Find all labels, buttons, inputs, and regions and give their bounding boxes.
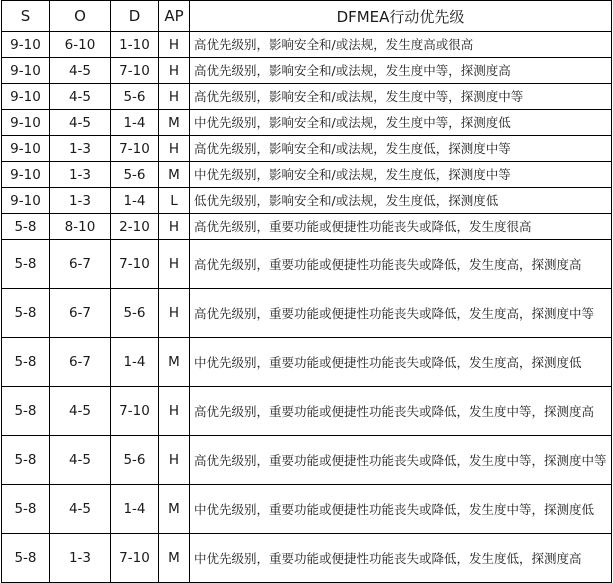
table-row (2, 214, 612, 240)
table-row (2, 485, 612, 534)
cell-ap: H (159, 289, 190, 338)
table-row (2, 289, 612, 338)
cell-ap: H (159, 214, 190, 240)
cell-ap: H (159, 240, 190, 289)
cell-ap: H (159, 436, 190, 485)
cell-severity: 9-10 (2, 188, 50, 214)
cell-occurrence: 1-3 (50, 136, 111, 162)
cell-description: 中优先级别，重要功能或便捷性功能丧失或降低，发生度低，探测度高 (190, 534, 612, 583)
cell-description: 高优先级别，影响安全和/或法规，发生度高或很高 (190, 32, 612, 58)
cell-ap: H (159, 58, 190, 84)
cell-occurrence: 4-5 (50, 436, 111, 485)
cell-severity: 9-10 (2, 32, 50, 58)
cell-description: 高优先级别，重要功能或便捷性功能丧失或降低，发生度高，探测度中等 (190, 289, 612, 338)
cell-severity: 9-10 (2, 110, 50, 136)
header-detection: D (111, 1, 159, 32)
cell-detection: 1-4 (111, 188, 159, 214)
table-row (2, 162, 612, 188)
cell-occurrence: 4-5 (50, 485, 111, 534)
table-row (2, 534, 612, 583)
cell-ap: H (159, 136, 190, 162)
table-row (2, 240, 612, 289)
table-row (2, 338, 612, 387)
cell-detection: 2-10 (111, 214, 159, 240)
table-row (2, 136, 612, 162)
header-action-priority: AP (159, 1, 190, 32)
cell-severity: 9-10 (2, 162, 50, 188)
cell-detection: 5-6 (111, 436, 159, 485)
cell-severity: 5-8 (2, 534, 50, 583)
header-occurrence: O (50, 1, 111, 32)
cell-description: 高优先级别，影响安全和/或法规，发生度中等，探测度高 (190, 58, 612, 84)
cell-description: 中优先级别，重要功能或便捷性功能丧失或降低，发生度中等，探测度低 (190, 485, 612, 534)
cell-description: 高优先级别，重要功能或便捷性功能丧失或降低，发生度很高 (190, 214, 612, 240)
cell-detection: 1-10 (111, 32, 159, 58)
cell-occurrence: 4-5 (50, 58, 111, 84)
table-row (2, 32, 612, 58)
cell-detection: 5-6 (111, 84, 159, 110)
header-description: DFMEA行动优先级 (190, 1, 612, 32)
cell-detection: 5-6 (111, 162, 159, 188)
table-row (2, 188, 612, 214)
cell-ap: H (159, 387, 190, 436)
cell-occurrence: 4-5 (50, 84, 111, 110)
cell-ap: H (159, 84, 190, 110)
cell-detection: 7-10 (111, 136, 159, 162)
header-severity: S (2, 1, 50, 32)
cell-ap: L (159, 188, 190, 214)
cell-occurrence: 8-10 (50, 214, 111, 240)
cell-severity: 5-8 (2, 240, 50, 289)
table-row (2, 58, 612, 84)
cell-description: 高优先级别，重要功能或便捷性功能丧失或降低，发生度中等，探测度中等 (190, 436, 612, 485)
cell-ap: M (159, 338, 190, 387)
cell-occurrence: 1-3 (50, 162, 111, 188)
cell-occurrence: 4-5 (50, 110, 111, 136)
header-row (2, 1, 612, 32)
cell-occurrence: 1-3 (50, 188, 111, 214)
cell-severity: 9-10 (2, 136, 50, 162)
cell-ap: M (159, 162, 190, 188)
cell-description: 中优先级别，影响安全和/或法规，发生度中等，探测度低 (190, 110, 612, 136)
cell-severity: 5-8 (2, 485, 50, 534)
cell-ap: M (159, 534, 190, 583)
table-row (2, 84, 612, 110)
cell-occurrence: 6-10 (50, 32, 111, 58)
cell-detection: 5-6 (111, 289, 159, 338)
cell-detection: 7-10 (111, 240, 159, 289)
cell-description: 高优先级别，重要功能或便捷性功能丧失或降低，发生度中等，探测度高 (190, 387, 612, 436)
cell-description: 高优先级别，影响安全和/或法规，发生度低，探测度中等 (190, 136, 612, 162)
cell-detection: 7-10 (111, 387, 159, 436)
cell-description: 中优先级别，重要功能或便捷性功能丧失或降低，发生度高，探测度低 (190, 338, 612, 387)
cell-detection: 7-10 (111, 534, 159, 583)
table-row (2, 387, 612, 436)
cell-description: 低优先级别，影响安全和/或法规，发生度低，探测度低 (190, 188, 612, 214)
cell-description: 高优先级别，影响安全和/或法规，发生度中等，探测度中等 (190, 84, 612, 110)
cell-severity: 5-8 (2, 387, 50, 436)
cell-severity: 9-10 (2, 58, 50, 84)
cell-occurrence: 6-7 (50, 240, 111, 289)
cell-detection: 1-4 (111, 338, 159, 387)
cell-severity: 5-8 (2, 436, 50, 485)
cell-severity: 9-10 (2, 84, 50, 110)
table-row (2, 110, 612, 136)
cell-description: 高优先级别，重要功能或便捷性功能丧失或降低，发生度高，探测度高 (190, 240, 612, 289)
cell-description: 中优先级别，影响安全和/或法规，发生度低，探测度中等 (190, 162, 612, 188)
cell-ap: M (159, 110, 190, 136)
cell-detection: 1-4 (111, 485, 159, 534)
cell-occurrence: 6-7 (50, 338, 111, 387)
cell-severity: 5-8 (2, 338, 50, 387)
cell-detection: 7-10 (111, 58, 159, 84)
cell-detection: 1-4 (111, 110, 159, 136)
cell-occurrence: 4-5 (50, 387, 111, 436)
cell-severity: 5-8 (2, 214, 50, 240)
cell-ap: H (159, 32, 190, 58)
cell-occurrence: 1-3 (50, 534, 111, 583)
cell-severity: 5-8 (2, 289, 50, 338)
cell-ap: M (159, 485, 190, 534)
table-row (2, 436, 612, 485)
cell-occurrence: 6-7 (50, 289, 111, 338)
dfmea-action-priority-table (1, 0, 612, 583)
